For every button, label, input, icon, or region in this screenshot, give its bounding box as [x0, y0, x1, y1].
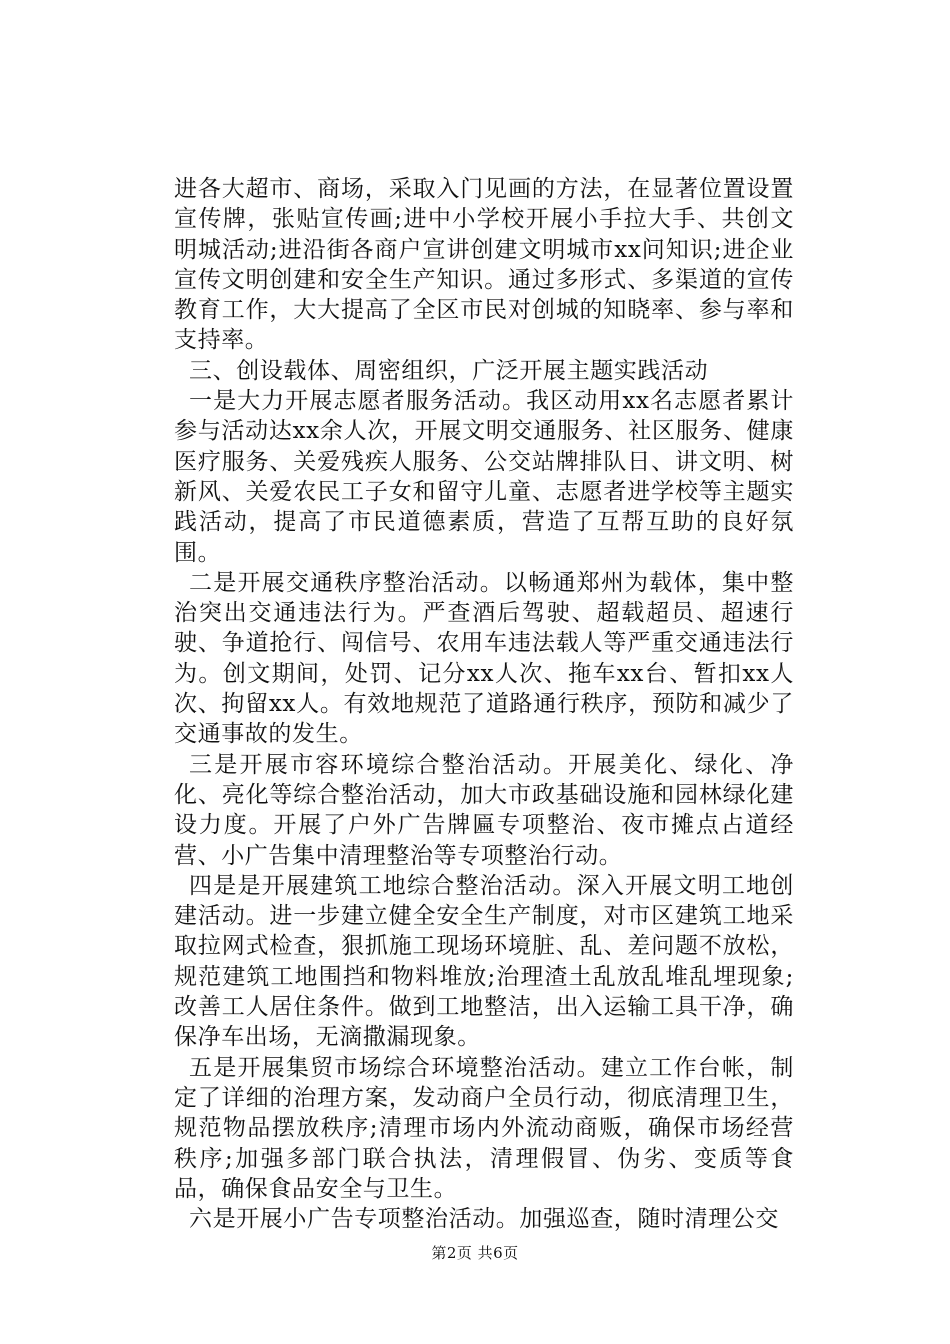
paragraph-3: 二是开展交通秩序整治活动。以畅通郑州为载体，集中整治突出交通违法行为。严查酒后驾驶、超载超员、超速行驶、争道抢行、闯信号、农用车违法载人等严重交通违法行为。创文期间，处罚、记分xx人次、拖车xx台、暂扣xx人次、拘留xx人。有效地规范了道路通行秩序，预防和减少了交通事故的发生。 — [174, 569, 794, 748]
paragraph-1: 进各大超市、商场，采取入门见画的方法，在显著位置设置宣传牌，张贴宣传画;进中小学校开展小手拉大手、共创文明城活动;进沿街各商户宣讲创建文明城市xx问知识;进企业宣传文明创建和安全生产知识。通过多形式、多渠道的宣传教育工作，大大提高了全区市民对创城的知晓率、参与率和支持率。 — [174, 176, 794, 354]
document-body — [174, 174, 794, 1234]
section-heading: 三、创设载体、周密组织，广泛开展主题实践活动 — [189, 357, 709, 384]
paragraph-4: 三是开展市容环境综合整治活动。开展美化、绿化、净化、亮化等综合整治活动，加大市政基础设施和园林绿化建设力度。开展了户外广告牌匾专项整治、夜市摊点占道经营、小广告集中清理整治等专项整治行动。 — [174, 751, 794, 869]
page-number-footer: 第2页 共6页 — [431, 1244, 519, 1262]
paragraph-7: 六是开展小广告专项整治活动。加强巡查，随时清理公交 — [189, 1206, 779, 1233]
paragraph-6: 五是开展集贸市场综合环境整治活动。建立工作台帐，制定了详细的治理方案，发动商户全员行动，彻底清理卫生，规范物品摆放秩序;清理市场内外流动商贩，确保市场经营秩序;加强多部门联合执法，清理假冒、伪劣、变质等食品，确保食品安全与卫生。 — [174, 1054, 794, 1202]
paragraph-5: 四是是开展建筑工地综合整治活动。深入开展文明工地创建活动。进一步建立健全安全生产制度，对市区建筑工地采取拉网式检查，狠抓施工现场环境脏、乱、差问题不放松，规范建筑工地围挡和物料堆放;治理渣土乱放乱堆乱埋现象;改善工人居住条件。做到工地整洁，出入运输工具干净，确保净车出场，无滴撒漏现象。 — [174, 872, 794, 1051]
paragraph-2: 一是大力开展志愿者服务活动。我区动用xx名志愿者累计参与活动达xx余人次，开展文明交通服务、社区服务、健康医疗服务、关爱残疾人服务、公交站牌排队日、讲文明、树新风、关爱农民工子女和留守儿童、志愿者进学校等主题实践活动，提高了市民道德素质，营造了互帮互助的良好氛围。 — [174, 388, 794, 566]
